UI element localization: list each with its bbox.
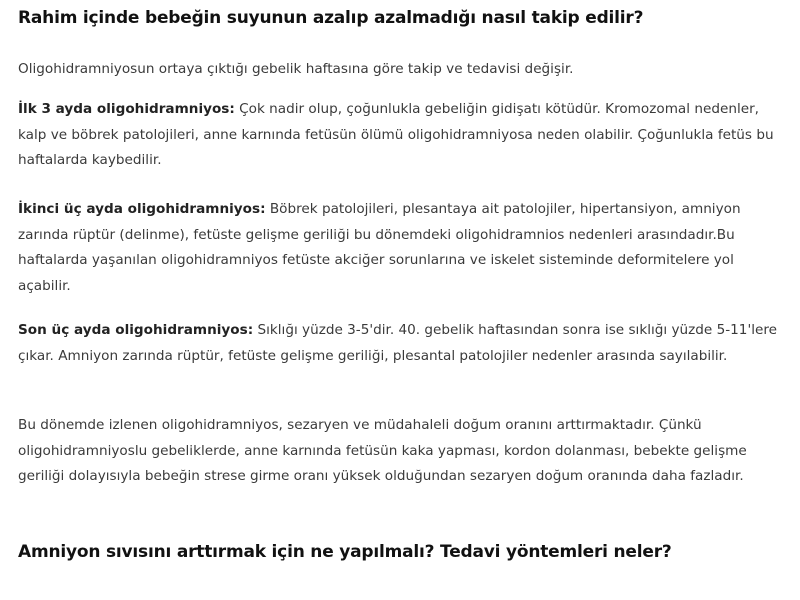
second-trimester-text: Böbrek patolojileri, plesantaya ait patolojiler, hipertansiyon, amniyon zarında rüptür (delinme), fetüste gelişme geriliği bu dönemdeki oligohidramnios nedenleri arasındadır.Bu haftalarda yaşanılan oligohidramniyos fetüste akciğer sorunlarına ve iskelet sisteminde deformitelere yol açabilir. xyxy=(18,201,741,294)
first-trimester-text: Çok nadir olup, çoğunlukla gebeliğin gidişatı kötüdür. Kromozomal nedenler, kalp ve böbrek patolojileri, anne karnında fetüsün ölümü oligohidramniyosa neden olabilir. Çoğunlukla fetüs bu haftalarda kaybedilir. xyxy=(18,101,774,168)
first-trimester-label: İlk 3 ayda oligohidramniyos: xyxy=(18,101,235,117)
third-trimester-paragraph xyxy=(18,318,784,369)
delivery-paragraph: Bu dönemde izlenen oligohidramniyos, sezaryen ve müdahaleli doğum oranını arttırmaktadır. Çünkü oligohidramniyoslu gebeliklerde, anne karnında fetüsün kaka yapması, kordon dolanması, bebekte gelişme geriliği dolayısıyla bebeğin strese girme oranı yüksek olduğundan sezaryen doğum oranında daha fazladır. xyxy=(18,417,747,484)
second-trimester-label: İkinci üç ayda oligohidramniyos: xyxy=(18,201,266,217)
intro-paragraph: Oligohidramniyosun ortaya çıktığı gebelik haftasına göre takip ve tedavisi değişir. xyxy=(18,61,574,77)
first-trimester-paragraph xyxy=(18,97,784,174)
section-heading: Rahim içinde bebeğin suyunun azalıp azalmadığı nasıl takip edilir? xyxy=(18,8,644,28)
third-trimester-label: Son üç ayda oligohidramniyos: xyxy=(18,322,254,338)
treatment-heading: Amniyon sıvısını arttırmak için ne yapılmalı? Tedavi yöntemleri neler? xyxy=(18,542,672,562)
second-trimester-paragraph xyxy=(18,197,784,299)
third-trimester-text: Sıklığı yüzde 3-5'dir. 40. gebelik haftasından sonra ise sıklığı yüzde 5-11'lere çıkar. Amniyon zarında rüptür, fetüste gelişme geriliği, plesantal patolojiler nedenler arasında sayılabilir. xyxy=(18,322,777,364)
